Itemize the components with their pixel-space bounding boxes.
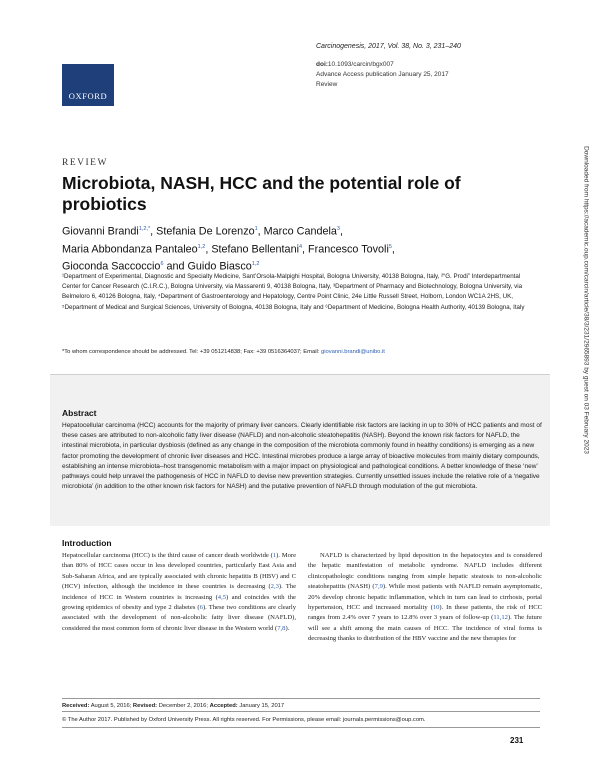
article-dates: Received: August 5, 2016; Revised: December 2, 2016; Accepted: January 15, 2017 bbox=[62, 703, 285, 709]
footer-divider bbox=[62, 727, 540, 728]
introduction-heading: Introduction bbox=[62, 538, 112, 548]
article-title: Microbiota, NASH, HCC and the potential role of probiotics bbox=[62, 173, 461, 214]
author-affiliation-mark[interactable]: 3 bbox=[336, 226, 340, 232]
author-affiliation-mark[interactable]: 1 bbox=[254, 226, 258, 232]
article-type: Review bbox=[316, 81, 338, 88]
author-affiliation-mark[interactable]: 4 bbox=[298, 243, 303, 250]
correspondence-email[interactable]: giovanni.brandi@unibo.it bbox=[321, 349, 385, 355]
correspondence-note bbox=[62, 348, 540, 357]
correspondence-text: *To whom correspondence should be addressed. Tel: +39 051214838; Fax: +39 0516364037; Email: bbox=[62, 349, 320, 355]
author-name: Marco Candela bbox=[263, 225, 337, 238]
reference-link[interactable]: 1 bbox=[272, 552, 277, 559]
reference-link[interactable]: 4,5 bbox=[217, 593, 227, 601]
author-affiliation-mark[interactable]: 6 bbox=[160, 261, 164, 268]
author-name: Guido Biasco bbox=[187, 260, 252, 273]
abstract-text: Hepatocellular carcinoma (HCC) accounts for the majority of primary liver cancers. Clearly identifiable risk factors are lacking in up to 30% of HCC patients and most of these cases are attributed to non-alcoholic fatty liver disease (NAFLD) and non-alcoholic steatohepatitis (NASH). Beyond the known risk factors for NAFLD, the intestinal microbiota, in particular dysbiosis (defined as any change in the composition of the microbiota commonly found in healthy conditions) is emerging as a new factor promoting the development of chronic liver diseases and HCC. Intestinal microbes produce a large array of bioactive molecules from mainly dietary compounds, establishing an intense microbiota–host transgenomic metabolism with a major impact on physiological and pathological conditions. A better knowledge of these ‘new’ pathways could help unravel the pathogenesis of HCC in NAFLD to devise new prevention strategies. Currently unsettled issues include the relative role of a ‘negative microbiota’ (in addition to the other known risk factors for NASH) and the putative prevention of NAFLD through modulation of the gut microbiota. bbox=[62, 422, 542, 491]
journal-citation: Carcinogenesis, 2017, Vol. 38, No. 3, 231–240 bbox=[316, 43, 461, 50]
footer-divider bbox=[62, 711, 540, 712]
reference-link[interactable]: 7,9 bbox=[374, 583, 383, 591]
abstract-heading: Abstract bbox=[62, 408, 97, 418]
author-list: Giovanni Brandi$^{1,2,*}$, Stefania De Lorenzo$^1$, Marco Candela$^3$, Maria Abbondanza Pantaleo$^{1,2}$, Stefano Bellentani$^4$, Francesco Tovoli$^5$, Gioconda Saccoccio$^6$ and Guido Biasco$^{1,2}$ bbox=[62, 225, 395, 273]
author-name: Stefania De Lorenzo bbox=[156, 225, 255, 238]
author-affiliation-mark[interactable]: 1,2 bbox=[251, 261, 260, 268]
author-name: Stefano Bellentani bbox=[211, 243, 299, 256]
reference-link[interactable]: 11,12 bbox=[493, 614, 508, 622]
reference-link[interactable]: 6 bbox=[199, 604, 203, 612]
author-name: Francesco Tovoli bbox=[308, 243, 389, 256]
author-affiliation-mark[interactable]: 1,2 bbox=[197, 243, 206, 250]
author-name: Maria Abbondanza Pantaleo bbox=[62, 243, 198, 256]
advance-access-line: Advance Access publication January 25, 2017 bbox=[316, 71, 449, 78]
affiliations: ¹Department of Experimental, Diagnostic and Specialty Medicine, Sant’Orsola-Malpighi Hospital, Bologna University, 40138 Bologna, Italy, ²“G. Prodi” Interdepartmental Center for Cancer Research (C.I.R.C.), Bologna University, via Massarenti 9, 40138 Bologna, Italy, ³Department of Pharmacy and Biotechnology, Bologna University, via Belmeloro 6, 40126 Bologna, Italy, ⁴Department of Gastroenterology and Hepatology, Centre Point Clinic, 24e Little Russell Street, Holborn, London WC1A 2HS, UK, ⁵Department of Medical and Surgical Sciences, University of Bologna, 40138 Bologna, Italy and ⁶Department of Medicine, Bologna Health Authority, 40139 Bologna, Italy bbox=[62, 273, 525, 311]
reference-link[interactable]: 10 bbox=[432, 604, 440, 612]
section-label: REVIEW bbox=[62, 158, 108, 168]
author-name: Gioconda Saccoccio bbox=[62, 260, 161, 273]
copyright-notice: © The Author 2017. Published by Oxford University Press. All rights reserved. For Permissions, please email: journals.permissions@oup.com. bbox=[62, 717, 426, 723]
introduction-left-column: Hepatocellular carcinoma (HCC) is the third cause of cancer death worldwide (1). More than 80% of HCC cases occur in less developed countries, particularly East Asia and Sub-Saharan Africa, and are typically associated with chronic hepatitis B (HBV) and C (HCV) infection, although the incidence in these countries is decreasing (2,3). The incidence of HCC in Western countries is increasing (4,5) and coincides with the growing epidemics of obesity and type 2 diabetes (6). These two conditions are clearly associated with the development of non-alcoholic fatty liver disease (NAFLD), considered the most common form of chronic liver disease in the Western world (7,8). bbox=[62, 552, 297, 632]
oxford-logo bbox=[62, 64, 114, 106]
article-header bbox=[316, 42, 556, 90]
footer-divider bbox=[62, 698, 540, 699]
author-affiliation-mark[interactable]: 5 bbox=[388, 243, 392, 250]
reference-link[interactable]: 7,8 bbox=[277, 624, 286, 632]
reference-link[interactable]: 2,3 bbox=[270, 583, 279, 591]
author-affiliation-mark[interactable]: 1,2,* bbox=[138, 226, 151, 232]
oxford-logo-text: OXFORD bbox=[68, 91, 108, 101]
download-note-text: Downloaded from https://academic.oup.com/carcin/article/38/3/231/2965893 by guest on 03 February 2023 bbox=[582, 146, 590, 454]
author-name: Giovanni Brandi bbox=[62, 225, 139, 238]
doi-line[interactable] bbox=[316, 60, 556, 70]
introduction-right-column: NAFLD is characterized by lipid deposition in the hepatocytes and is considered the hepatic manifestation of metabolic syndrome. NAFLD includes different clinicopathologic conditions ranging from simple hepatic steatosis to non-alcoholic steatohepatitis (NASH) (7,9). While most patients with NAFLD remain asymptomatic, 20% develop chronic hepatic inflammation, which in turn can lead to cirrhosis, portal hypertension, HCC and increased mortality (10). In these patients, the risk of HCC ranges from 2.4% over 7 years to 12.8% over 3 years of follow-up (11,12). The future will see a shift among the main causes of HCC. The incidence of viral forms is decreasing thanks to distribution of the HBV vaccine and the new therapies for bbox=[308, 552, 543, 643]
doi-label: doi: bbox=[316, 61, 328, 68]
doi-value[interactable]: 10.1093/carcin/bgx007 bbox=[327, 61, 394, 68]
page-number: 231 bbox=[510, 736, 524, 745]
